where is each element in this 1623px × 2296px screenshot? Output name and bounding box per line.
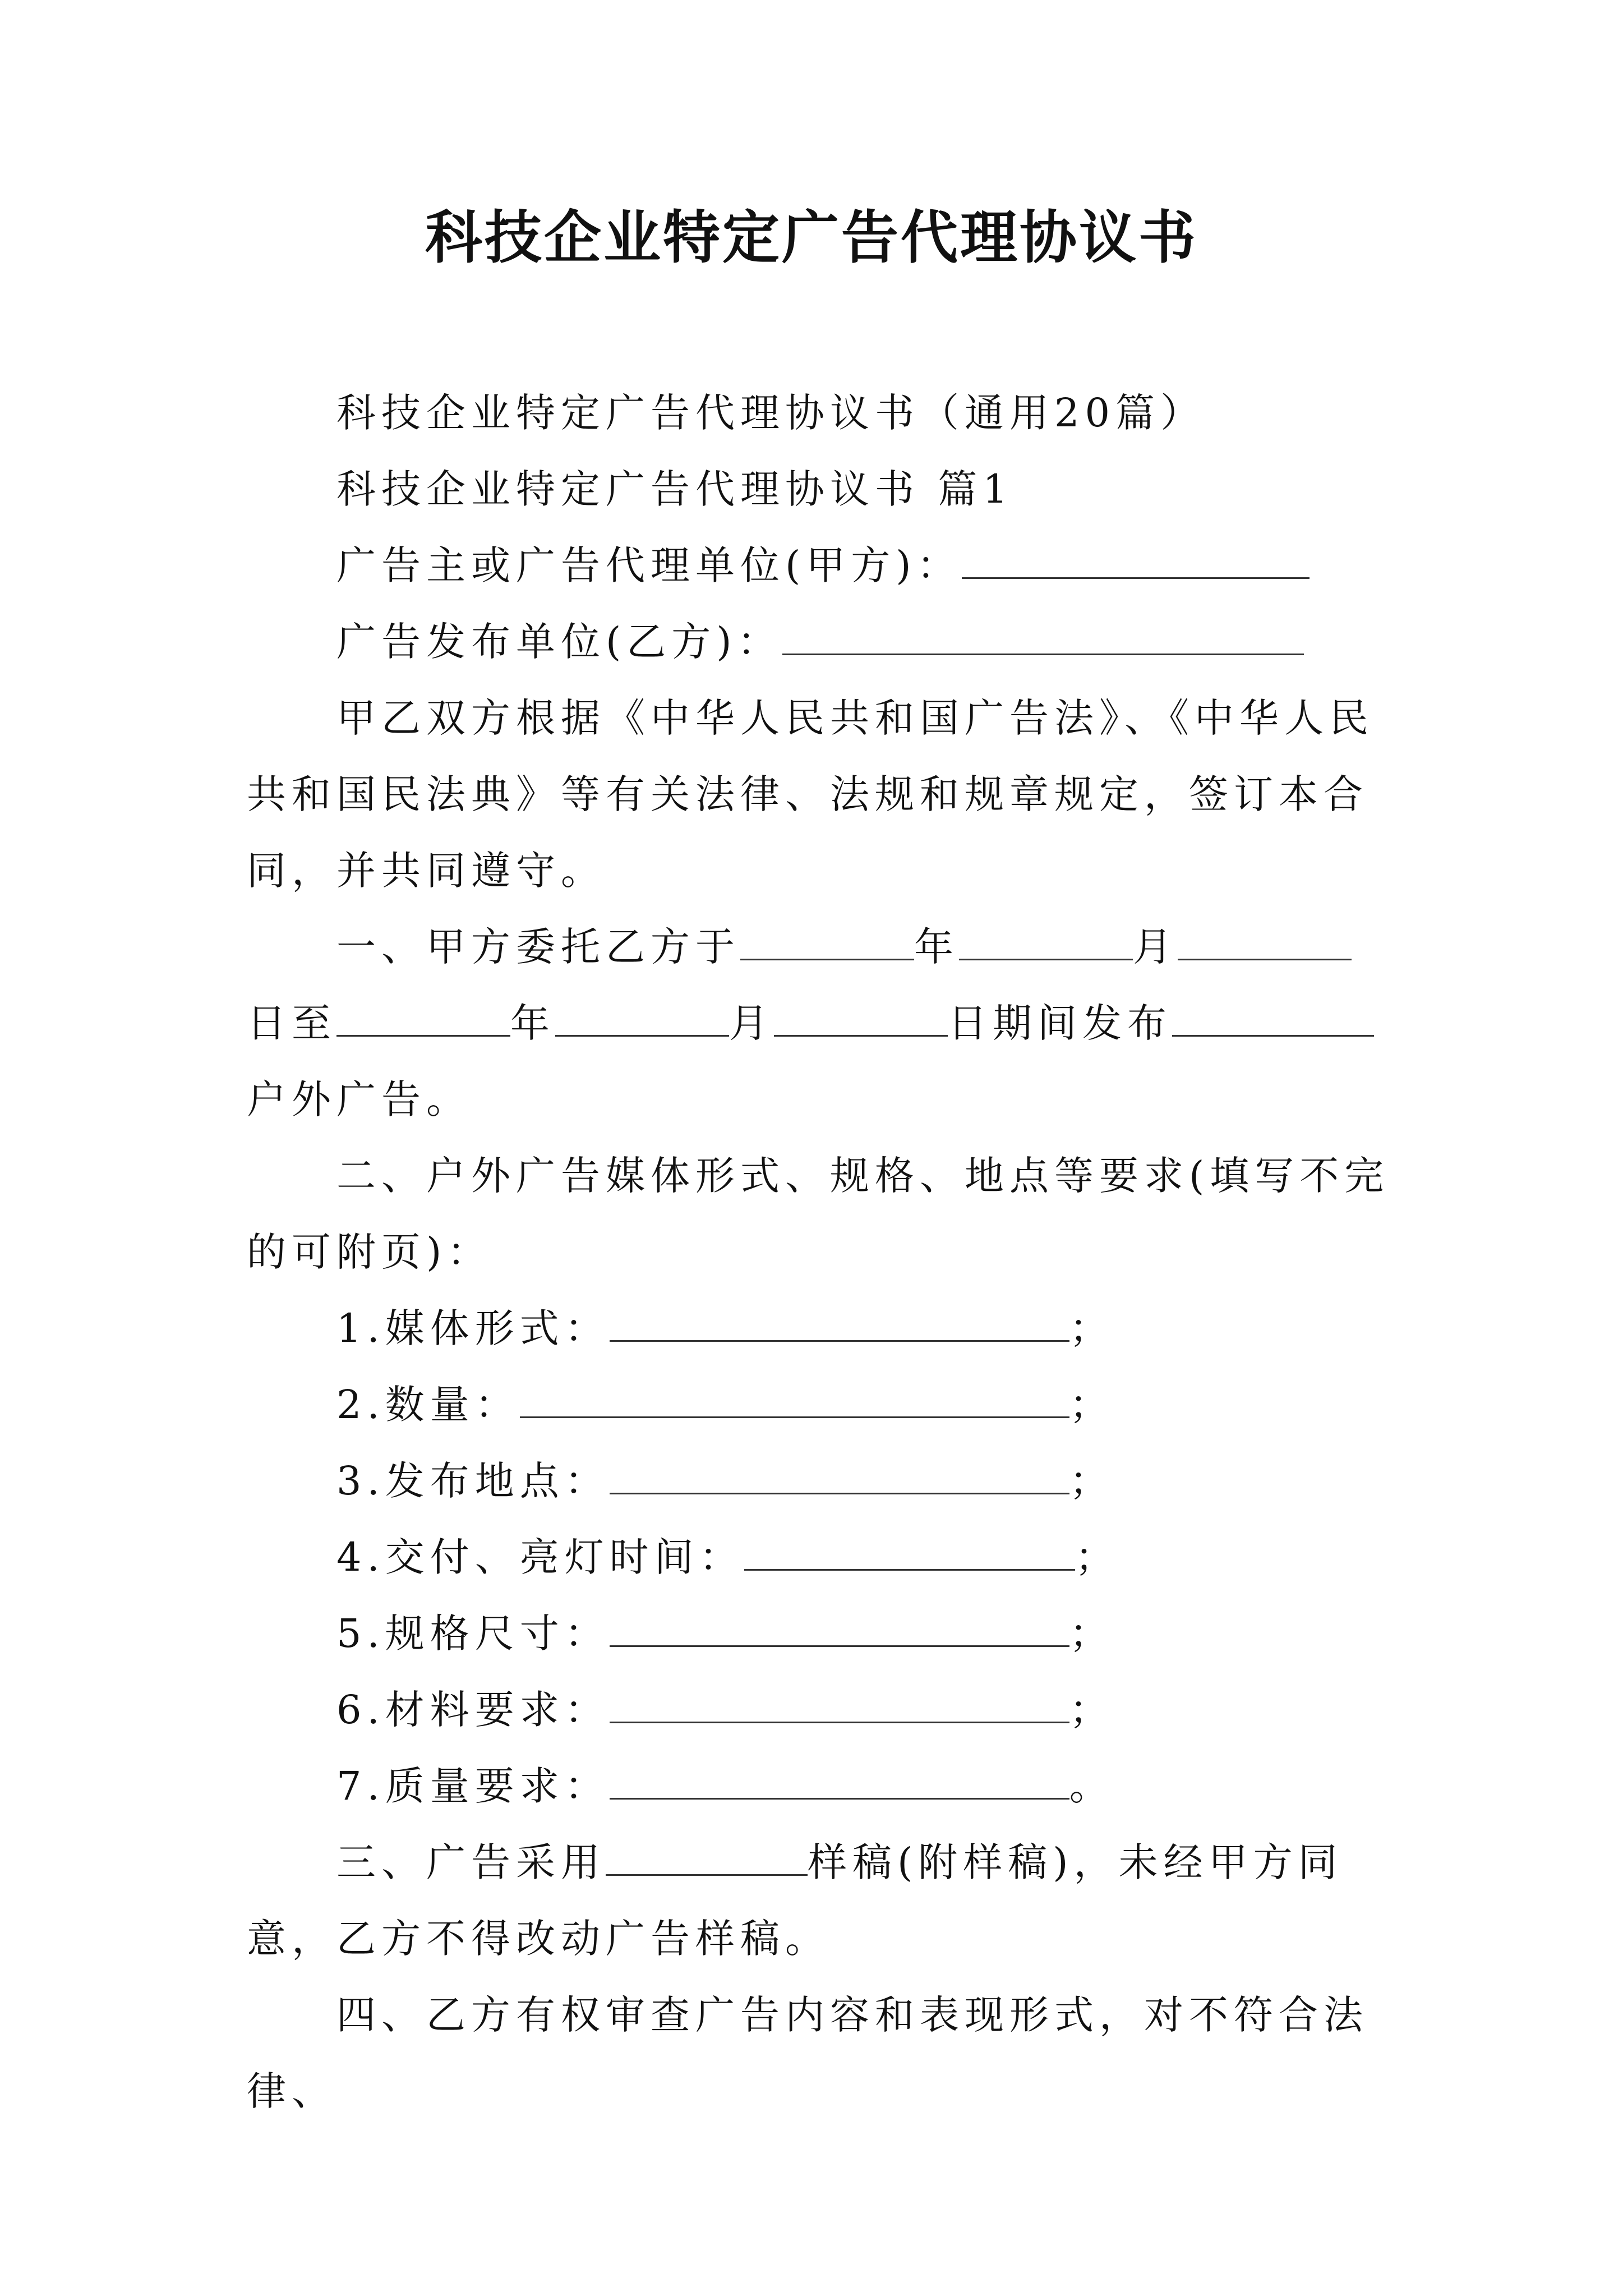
- quality-blank[interactable]: [610, 1759, 1069, 1800]
- ad-count-blank[interactable]: [1172, 996, 1374, 1037]
- clause-2: 二、户外广告媒体形式、规格、地点等要求(填写不完的可附页)：: [247, 1153, 1390, 1275]
- item-label: 6.材料要求：: [336, 1687, 610, 1733]
- party-a-label: 广告主或广告代理单位(甲方)：: [336, 542, 962, 588]
- item-label: 3.发布地点：: [336, 1458, 610, 1504]
- start-year-blank[interactable]: [740, 919, 914, 960]
- item-label: 2.数量：: [336, 1382, 520, 1428]
- section-heading: 科技企业特定广告代理协议书 篇1: [336, 466, 1013, 512]
- item-5: [247, 1595, 1391, 1672]
- party-a-line: [247, 527, 1391, 604]
- clause-3-text: 三、广告采用: [336, 1839, 606, 1885]
- item-label: 1.媒体形式：: [336, 1305, 610, 1351]
- month-label: 月: [729, 1000, 774, 1046]
- item-end: 。: [1069, 1763, 1114, 1809]
- year-label: 年: [914, 924, 959, 970]
- item-4: [247, 1519, 1391, 1595]
- item-end: ；: [1069, 1458, 1114, 1504]
- month-label: 月: [1133, 924, 1178, 970]
- item-label: 5.规格尺寸：: [336, 1611, 610, 1657]
- party-a-blank[interactable]: [962, 538, 1310, 579]
- party-b-label: 广告发布单位(乙方)：: [336, 619, 782, 665]
- item-end: ；: [1069, 1687, 1114, 1733]
- item-1: [247, 1290, 1391, 1366]
- start-month-blank[interactable]: [959, 919, 1133, 960]
- item-7: [247, 1748, 1391, 1824]
- party-b-blank[interactable]: [782, 614, 1304, 655]
- delivery-time-blank[interactable]: [744, 1530, 1075, 1571]
- item-end: ；: [1069, 1305, 1114, 1351]
- document-title: 科技企业特定广告代理协议书: [425, 205, 1198, 272]
- size-blank[interactable]: [610, 1606, 1069, 1647]
- day-label: 日至: [247, 1000, 336, 1046]
- preamble: 甲乙双方根据《中华人民共和国广告法》、《中华人民共和国民法典》等有关法律、法规和规章规定，签订本合同，并共同遵守。: [247, 695, 1374, 894]
- item-end: ；: [1075, 1534, 1120, 1580]
- item-end: ；: [1069, 1382, 1114, 1428]
- day-label: 日期间发布: [948, 1000, 1172, 1046]
- media-form-blank[interactable]: [610, 1301, 1069, 1342]
- item-6: [247, 1672, 1391, 1748]
- item-label: 7.质量要求：: [336, 1763, 610, 1809]
- document-body: [247, 375, 1391, 2129]
- year-label: 年: [510, 1000, 555, 1046]
- clause-1-end: 户外广告。: [247, 1076, 471, 1122]
- location-blank[interactable]: [610, 1453, 1069, 1494]
- clause-1: [247, 909, 1391, 1138]
- end-month-blank[interactable]: [555, 996, 729, 1037]
- subtitle: 科技企业特定广告代理协议书（通用20篇）: [336, 390, 1206, 436]
- material-blank[interactable]: [610, 1682, 1069, 1723]
- item-2: [247, 1366, 1391, 1443]
- item-3: [247, 1443, 1391, 1519]
- clause-3-text-2: 样稿(附样稿)，未经甲方同意，乙方不得改动广告样稿。: [247, 1839, 1343, 1962]
- quantity-blank[interactable]: [520, 1377, 1069, 1418]
- party-b-line: [247, 604, 1391, 680]
- clause-3: [247, 1824, 1391, 1977]
- item-end: ；: [1069, 1611, 1114, 1657]
- end-year-blank[interactable]: [336, 996, 510, 1037]
- end-day-blank[interactable]: [774, 996, 948, 1037]
- clause-4: 四、乙方有权审查广告内容和表现形式，对不符合法律、: [247, 1992, 1368, 2114]
- clause-1-text: 一、甲方委托乙方于: [336, 924, 740, 970]
- item-label: 4.交付、亮灯时间：: [336, 1534, 744, 1580]
- sample-blank[interactable]: [606, 1835, 808, 1876]
- start-day-blank[interactable]: [1178, 919, 1352, 960]
